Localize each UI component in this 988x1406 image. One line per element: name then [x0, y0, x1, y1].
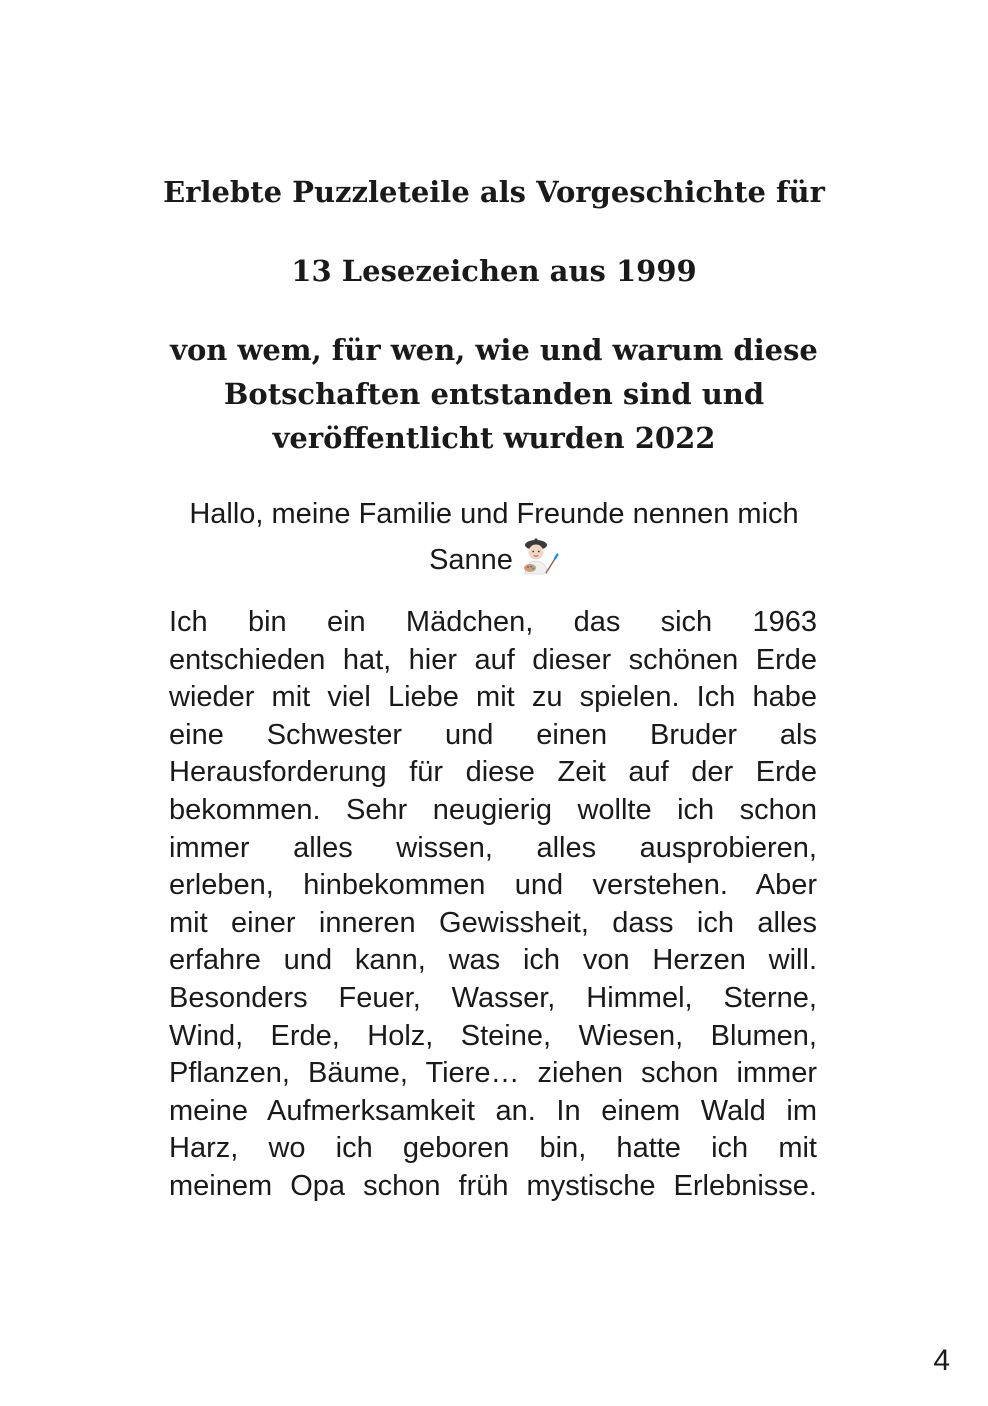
subtitle-line-a: von wem, für wen, wie und warum diese — [170, 333, 818, 367]
body-line: wieder mit viel Liebe mit zu spielen. Ich habe — [169, 681, 817, 714]
painter-woman-emoji-icon — [519, 537, 559, 589]
body-paragraph — [169, 604, 817, 1206]
body-line: bekommen. Sehr neugierig wollte ich schon — [169, 793, 817, 826]
greeting-line-2: Sanne — [429, 544, 513, 576]
body-line: Ich bin ein Mädchen, das sich 1963 — [169, 606, 817, 638]
title-line-3 — [0, 328, 988, 460]
greeting-paragraph — [150, 492, 838, 589]
body-line: Besonders Feuer, Wasser, Himmel, Sterne, — [169, 981, 817, 1014]
body-line: meinem Opa schon früh mystische Erlebnisse. — [169, 1169, 817, 1202]
body-line: Wind, Erde, Holz, Steine, Wiesen, Blumen, — [169, 1019, 817, 1052]
body-line: immer alles wissen, alles ausprobieren, — [169, 831, 817, 864]
body-line: Pflanzen, Bäume, Tiere… ziehen schon immer — [169, 1057, 817, 1090]
subtitle-line-c: veröffentlicht wurden 2022 — [272, 421, 716, 455]
body-line: Harz, wo ich geboren bin, hatte ich mit — [169, 1132, 817, 1165]
body-line: erleben, hinbekommen und verstehen. Aber — [169, 869, 817, 902]
body-line: mit einer inneren Gewissheit, dass ich alles — [169, 906, 817, 939]
page-number: 4 — [933, 1344, 950, 1377]
body-line: meine Aufmerksamkeit an. In einem Wald im — [169, 1094, 817, 1127]
greeting-line-1: Hallo, meine Familie und Freunde nennen mich — [189, 498, 799, 530]
painter-icon-graphic — [519, 537, 559, 575]
title-line-2 — [0, 249, 988, 293]
subtitle-text: 13 Lesezeichen aus 1999 — [291, 254, 697, 288]
body-line: entschieden hat, hier auf dieser schönen Erde — [169, 643, 817, 676]
body-line: Herausforderung für diese Zeit auf der Erde — [169, 756, 817, 789]
subtitle-line-b: Botschaften entstanden sind und — [223, 377, 765, 411]
title-line-1 — [0, 170, 988, 214]
body-line: eine Schwester und einen Bruder als — [169, 718, 817, 751]
body-line: erfahre und kann, was ich von Herzen will. — [169, 944, 817, 977]
title-text: Erlebte Puzzleteile als Vorgeschichte für — [163, 175, 825, 209]
